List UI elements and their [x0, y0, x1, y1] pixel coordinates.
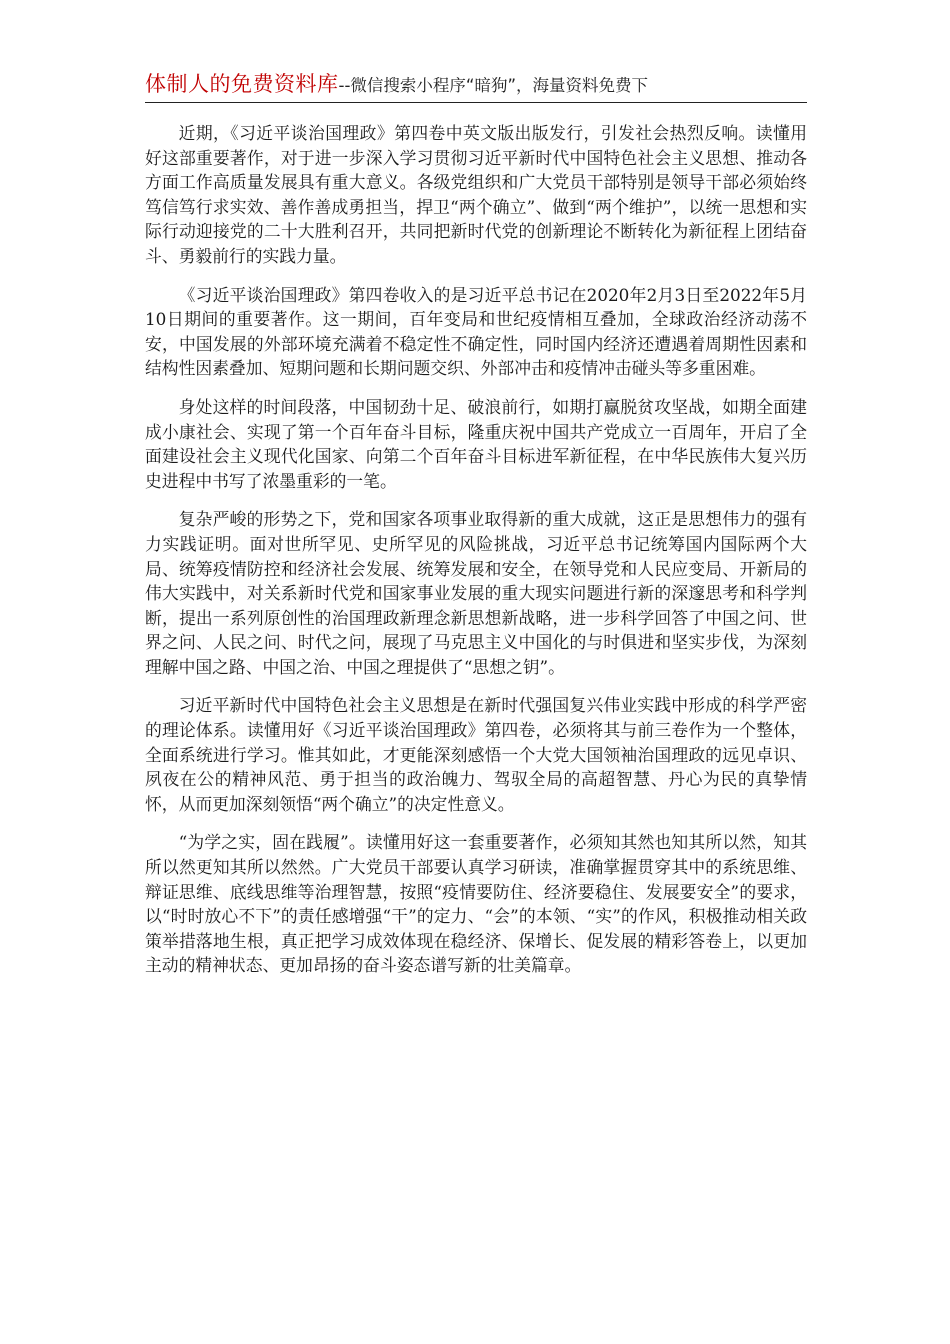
paragraph-5: 习近平新时代中国特色社会主义思想是在新时代强国复兴伟业实践中形成的科学严密的理论体系。读懂用好《习近平谈治国理政》第四卷，必须将其与前三卷作为一个整体，全面系统进行学习。惟其如此，才更能深刻感悟一个大党大国领袖治国理政的远见卓识、夙夜在公的精神风范、勇于担当的政治魄力、驾驭全局的高超智慧、丹心为民的真挚情怀，从而更加深刻领悟“两个确立”的决定性意义。 — [145, 695, 807, 814]
header-brand: 体制人的免费资料库 — [145, 72, 339, 96]
paragraph-2: 《习近平谈治国理政》第四卷收入的是习近平总书记在2020年2月3日至2022年5月10日期间的重要著作。这一期间，百年变局和世纪疫情相互叠加，全球政治经济动荡不安，中国发展的外部环境充满着不稳定性不确定性，同时国内经济还遭遇着周期性因素和结构性因素叠加、短期问题和长期问题交织、外部冲击和疫情冲击碰头等多重困难。 — [145, 284, 807, 379]
paragraph-6: “为学之实，固在践履”。读懂用好这一套重要著作，必须知其然也知其所以然，知其所以然更知其所以然然。广大党员干部要认真学习研读，准确掌握贯穿其中的系统思维、辩证思维、底线思维等治理智慧，按照“疫情要防住、经济要稳住、发展要安全”的要求，以“时时放心不下”的责任感增强“干”的定力、“会”的本领、“实”的作风，积极推动相关政策举措落地生根，真正把学习成效体现在稳经济、保增长、促发展的精彩答卷上，以更加主动的精神状态、更加昂扬的奋斗姿态谱写新的壮美篇章。 — [145, 832, 807, 976]
paragraph-4: 复杂严峻的形势之下，党和国家各项事业取得新的重大成就，这正是思想伟力的强有力实践证明。面对世所罕见、史所罕见的风险挑战，习近平总书记统筹国内国际两个大局、统筹疫情防控和经济社会发展、统筹发展和安全，在领导党和人民应变局、开新局的伟大实践中，对关系新时代党和国家事业发展的重大现实问题进行新的深邃思考和科学判断，提出一系列原创性的治国理政新理念新思想新战略，进一步科学回答了中国之问、世界之问、人民之问、时代之问，展现了马克思主义中国化的与时俱进和坚实步伐，为深刻理解中国之路、中国之治、中国之理提供了“思想之钥”。 — [145, 509, 807, 677]
header-subtitle: --微信搜索小程序“暗狗”，海量资料免费下 — [338, 76, 649, 95]
page-header — [145, 68, 807, 103]
paragraph-1: 近期，《习近平谈治国理政》第四卷中英文版出版发行，引发社会热烈反响。读懂用好这部重要著作，对于进一步深入学习贯彻习近平新时代中国特色社会主义思想、推动各方面工作高质量发展具有重大意义。各级党组织和广大党员干部特别是领导干部必须始终笃信笃行求实效、善作善成勇担当，捍卫“两个确立”、做到“两个维护”，以统一思想和实际行动迎接党的二十大胜利召开，共同把新时代党的创新理论不断转化为新征程上团结奋斗、勇毅前行的实践力量。 — [145, 123, 807, 266]
paragraph-3: 身处这样的时间段落，中国韧劲十足、破浪前行，如期打赢脱贫攻坚战，如期全面建成小康社会、实现了第一个百年奋斗目标，隆重庆祝中国共产党成立一百周年，开启了全面建设社会主义现代化国家、向第二个百年奋斗目标进军新征程，在中华民族伟大复兴历史进程中书写了浓墨重彩的一笔。 — [145, 396, 807, 491]
article-body — [145, 121, 807, 992]
